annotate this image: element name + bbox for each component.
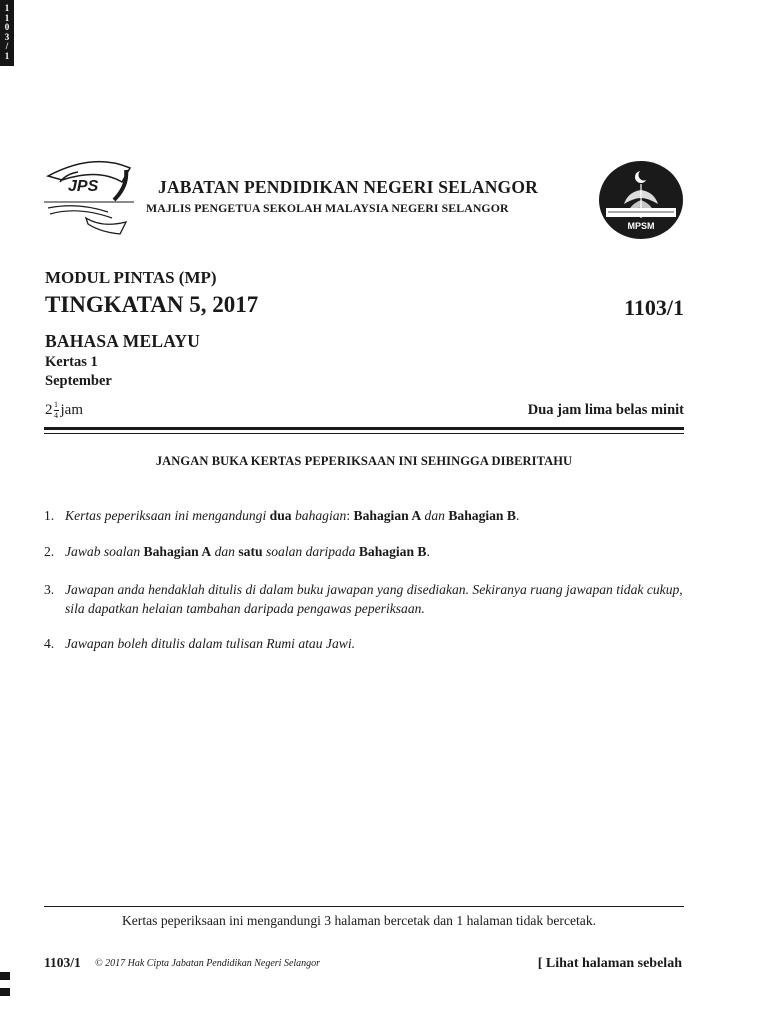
module-name: MODUL PINTAS (MP) xyxy=(45,268,217,287)
instruction-emphasis: Bahagian B xyxy=(448,508,516,523)
instruction-text: Jawapan anda hendaklah ditulis di dalam buku jawapan yang disediakan. Sekiranya ruang jawapan tidak cukup, sila dapatkan helaian tambahan daripada pengawas peperiksaan. xyxy=(65,582,683,616)
issuer-subtitle: MAJLIS PENGETUA SEKOLAH MALAYSIA NEGERI SELANGOR xyxy=(146,201,509,215)
paper-code: 1103/1 xyxy=(624,295,684,320)
copyright-notice: © 2017 Hak Cipta Jabatan Pendidikan Negeri Selangor xyxy=(95,958,321,969)
mpsm-crest-logo xyxy=(598,160,684,240)
instruction-text xyxy=(65,542,684,561)
instruction-fragment: : xyxy=(346,508,354,523)
turn-page-note: [ Lihat halaman sebelah xyxy=(537,956,682,971)
instruction-emphasis: Bahagian B xyxy=(358,544,427,559)
instruction-emphasis: Bahagian A xyxy=(143,544,212,559)
margin-code-char: 1 xyxy=(4,12,10,23)
mpsm-crest-text: MPSM xyxy=(627,221,655,231)
instruction-number: 3. xyxy=(44,582,55,597)
instruction-number: 2. xyxy=(44,544,55,559)
instruction-fragment: dan xyxy=(211,544,239,559)
margin-code-char: 1 xyxy=(4,50,10,61)
issuer-title: JABATAN PENDIDIKAN NEGERI SELANGOR xyxy=(158,177,539,197)
registration-mark xyxy=(0,972,10,980)
do-not-open-warning: JANGAN BUKA KERTAS PEPERIKSAAN INI SEHINGGA DIBERITAHU xyxy=(155,454,573,468)
instruction-fragment: Kertas peperiksaan ini mengandungi xyxy=(65,508,270,523)
paper-number: Kertas 1 xyxy=(45,354,98,370)
instruction-fragment: . xyxy=(426,544,430,559)
duration-numerator: 1 xyxy=(54,400,58,409)
instruction-fragment: soalan daripada xyxy=(262,544,359,559)
duration-unit: jam xyxy=(60,402,83,418)
instruction-emphasis: Bahagian A xyxy=(353,508,422,523)
subject-name: BAHASA MELAYU xyxy=(45,331,201,351)
instruction-number: 4. xyxy=(44,636,55,651)
instruction-item xyxy=(44,580,684,620)
instruction-text xyxy=(65,506,684,525)
duration-fraction xyxy=(54,401,59,420)
instruction-fragment: . xyxy=(515,508,520,523)
instruction-item xyxy=(44,506,684,526)
instruction-fragment: Jawab soalan xyxy=(65,544,144,559)
duration-whole: 2 xyxy=(45,402,53,418)
registration-mark xyxy=(0,988,10,996)
divider-thin xyxy=(44,433,684,434)
margin-code-char: 1 xyxy=(4,3,10,13)
divider-thick xyxy=(44,427,684,430)
instruction-item xyxy=(44,542,684,562)
instruction-fragment: dan xyxy=(421,508,449,523)
jps-logo-text: JPS xyxy=(68,178,99,195)
instruction-fragment: bahagian xyxy=(291,508,347,523)
margin-paper-code xyxy=(0,0,14,66)
instruction-text: Jawapan boleh ditulis dalam tulisan Rumi atau Jawi. xyxy=(65,636,355,651)
instruction-emphasis: dua xyxy=(269,508,292,523)
duration-denominator: 4 xyxy=(54,411,58,420)
instruction-emphasis: satu xyxy=(238,544,263,559)
instruction-item xyxy=(44,634,684,654)
footer-divider xyxy=(44,906,684,907)
margin-code-char: 0 xyxy=(4,22,10,32)
duration-numeric xyxy=(45,401,83,420)
exam-month: September xyxy=(45,373,112,389)
page-count-note: Kertas peperiksaan ini mengandungi 3 halaman bercetak dan 1 halaman tidak bercetak. xyxy=(121,913,597,928)
instruction-number: 1. xyxy=(44,508,55,523)
margin-code-char: / xyxy=(5,41,9,51)
margin-code-char: 3 xyxy=(4,31,10,42)
duration-words: Dua jam lima belas minit xyxy=(527,402,684,418)
form-year: TINGKATAN 5, 2017 xyxy=(45,292,259,317)
jps-logo xyxy=(38,158,138,236)
footer-paper-code: 1103/1 xyxy=(44,955,81,970)
